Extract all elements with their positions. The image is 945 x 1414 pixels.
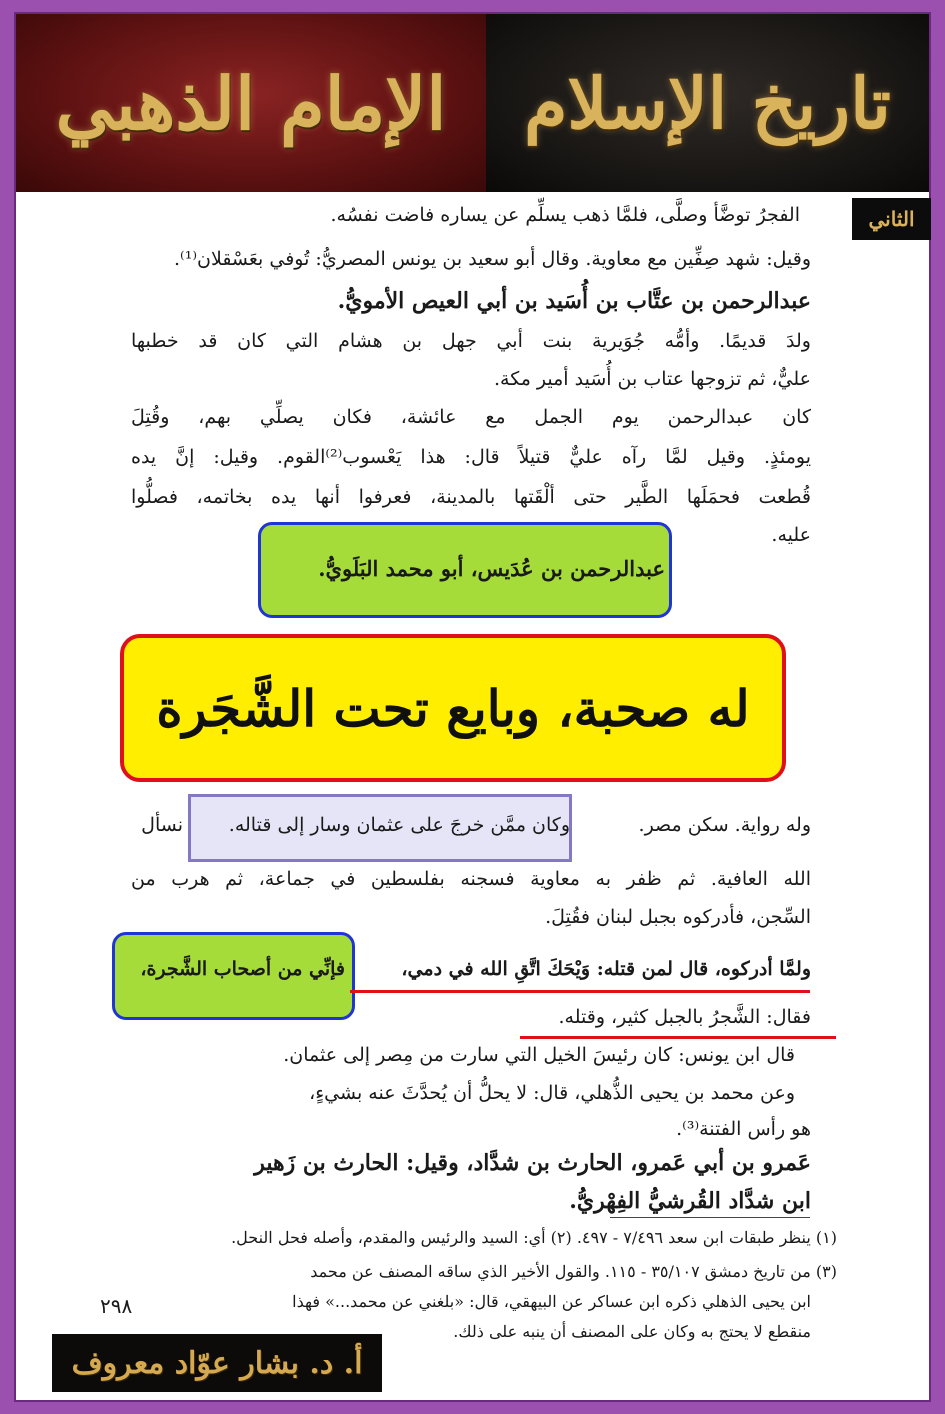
text-line: قُطعت فحمَلَها الطَّير حتى ألْقَتها بالمدينة، فعرفوا أنها يده بخاتمه، فصلُّوا <box>131 486 811 508</box>
banner-book-title: تاريخ الإسلام <box>524 61 891 145</box>
entry-heading: عبدالرحمن بن عُدَيس، أبو محمد البَلَويُّ. <box>318 556 665 581</box>
text-line: كان عبدالرحمن يوم الجمل مع عائشة، فكان يصلِّي بهم، وقُتِلَ <box>131 406 811 428</box>
page-number: ٢٩٨ <box>100 1294 133 1318</box>
footnote: ابن يحيى الذهلي ذكره ابن عساكر عن البيهقي، قال: «بلغني عن محمد...» فهذا <box>292 1292 811 1311</box>
text-line: قال ابن يونس: كان رئيسَ الخيل التي سارت من مِصر إلى عثمان. <box>283 1044 795 1066</box>
text-line: يومئذٍ. وقيل لمَّا رآه عليٌّ قتيلاً قال: هذا يَعْسوب⁽²⁾القوم. وقيل: إنَّ يده <box>131 446 811 468</box>
volume-label: الثاني <box>852 198 931 240</box>
text-line: ولدَ قديمًا. وأمُّه جُوَيرية بنت أبي جهل بن هشام التي كان قد خطبها <box>131 330 811 352</box>
text-line: وقيل: شهد صِفِّين مع معاوية. وقال أبو سعيد بن يونس المصريُّ: تُوفي بعَسْقلان⁽¹⁾. <box>174 248 811 270</box>
entry-heading: عَمرو بن أبي عَمرو، الحارث بن شدَّاد، وقيل: الحارث بن زَهير <box>254 1150 811 1176</box>
banner-author-title: الإمام الذهبي <box>55 60 447 146</box>
text-line: نسأل <box>141 814 183 836</box>
quote-text: وكان ممَّن خرجَ على عثمان وسار إلى قتاله. <box>228 814 570 836</box>
text-line: وعن محمد بن يحيى الذُّهلي، قال: لا يحلُّ أن يُحدَّثَ عنه بشيءٍ، <box>309 1082 795 1104</box>
entry-heading: عبدالرحمن بن عتَّاب بن أُسَيد بن أبي العيص الأمويُّ. <box>337 288 811 314</box>
text-line: السِّجن، فأدركوه بجبل لبنان فقُتِلَ. <box>545 906 811 928</box>
text-line: وله رواية. سكن مصر. <box>638 814 811 836</box>
footnote-rule <box>610 1217 810 1218</box>
author-name: أ. د. بشار عوّاد معروف <box>71 1345 363 1381</box>
highlight-text: له صحبة، وبايع تحت الشَّجَرة <box>156 678 750 738</box>
quote-highlight-text: فإنِّي من أصحاب الشَّجرة، <box>140 958 345 980</box>
highlight-box <box>120 634 786 782</box>
text-line: هو رأس الفتنة⁽³⁾. <box>676 1118 811 1140</box>
footnote: (١) ينظر طبقات ابن سعد ٧/٤٩٦ - ٤٩٧. (٢) أي: السيد والرئيس والمقدم، وأصله فحل النحل. <box>231 1228 837 1247</box>
footnote: منقطع لا يحتج به وكان على المصنف أن ينبه على ذلك. <box>453 1322 811 1341</box>
banner-author-plate <box>16 14 486 192</box>
text-line: الفجرُ توضَّأ وصلَّى، فلمَّا ذهب يسلِّم عن يساره فاضت نفسُه. <box>330 204 800 226</box>
author-name-plate <box>52 1334 382 1392</box>
entry-heading: ابن شدَّاد القُرشيُّ الفِهْريُّ. <box>569 1188 811 1214</box>
banner-book-plate <box>486 14 929 192</box>
footnote: (٣) من تاريخ دمشق ٣٥/١٠٧ - ١١٥. والقول الأخير الذي ساقه المصنف عن محمد <box>310 1262 837 1281</box>
text-line: فقال: الشَّجرُ بالجبل كثير، وقتله. <box>558 1006 811 1028</box>
red-underline <box>520 1036 836 1039</box>
text-line: عليه. <box>771 524 811 546</box>
text-line: عليٌّ، ثم تزوجها عتاب بن أُسَيد أمير مكة. <box>493 368 811 390</box>
red-underline <box>350 990 810 993</box>
quote-text: ولمَّا أدركوه، قال لمن قتله: وَيْحَكَ اتَّقِ الله في دمي، <box>401 958 811 980</box>
text-line: الله العافية. ثم ظفر به معاوية فسجنه بفلسطين في جماعة، ثم هرب من <box>131 868 811 890</box>
